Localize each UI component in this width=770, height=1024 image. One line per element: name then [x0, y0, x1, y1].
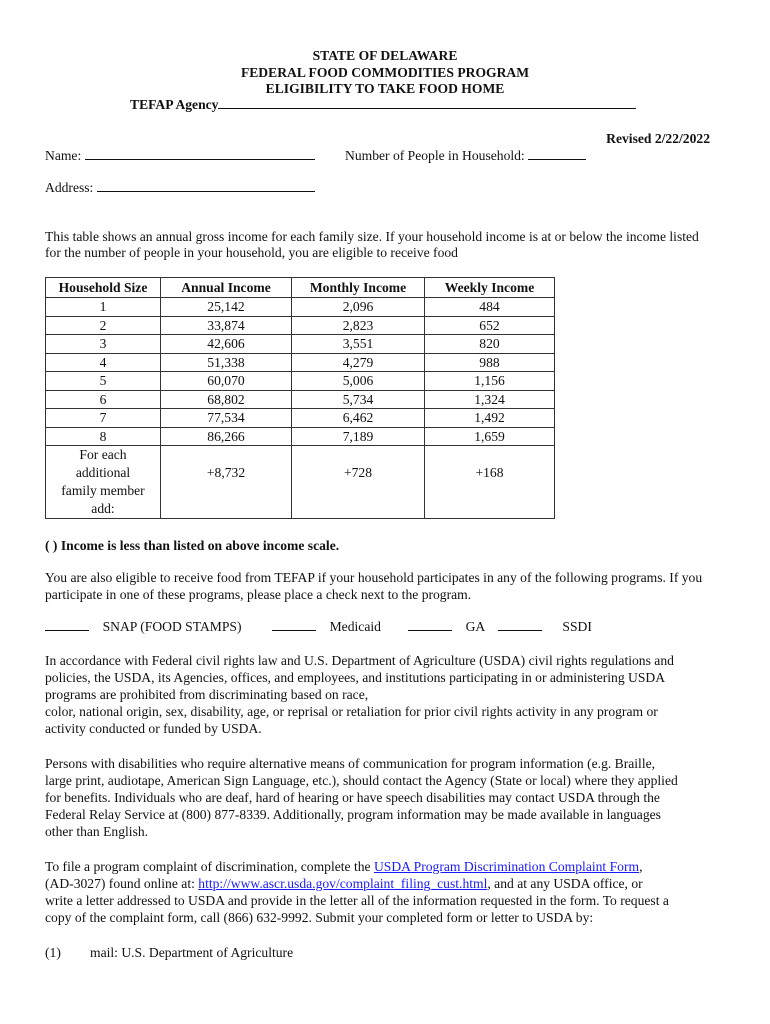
table-cell: 8	[46, 427, 161, 446]
table-row-additional	[46, 446, 555, 519]
table-cell: 7	[46, 409, 161, 428]
table-cell: 2,096	[292, 298, 425, 317]
agency-label: TEFAP Agency	[130, 97, 219, 112]
table-cell: 60,070	[161, 372, 292, 391]
intro-line: for the number of people in your household, you are eligible to receive food	[45, 245, 458, 260]
additional-label-line: family member	[61, 483, 145, 498]
header-household-size: Household Size	[46, 278, 161, 298]
table-cell: 77,534	[161, 409, 292, 428]
header-annual: Annual Income	[161, 278, 292, 298]
civil-rights-line: programs are prohibited from discriminating based on race,	[45, 687, 369, 702]
header-weekly: Weekly Income	[425, 278, 555, 298]
civil-rights-line: policies, the USDA, its Agencies, offices, and employees, and institutions participating in or administering USDA	[45, 670, 666, 685]
program-label: GA	[465, 619, 486, 634]
additional-label-line: additional	[75, 465, 131, 480]
income-checkbox[interactable]: ( ) Income is less than listed on above income scale.	[45, 538, 340, 553]
program-label: SSDI	[562, 619, 592, 634]
disabilities-line: Persons with disabilities who require alternative means of communication for program information (e.g. Braille,	[45, 756, 656, 771]
programs-text: You are also eligible to receive food from TEFAP if your household participates in any of the following programs. If you	[45, 570, 703, 585]
civil-rights-line: color, national origin, sex, disability, age, or reprisal or retaliation for prior civil rights activity in any program or	[45, 704, 658, 719]
table-cell: 25,142	[161, 298, 292, 317]
program-label: SNAP (FOOD STAMPS)	[102, 619, 242, 634]
programs-text: participate in one of these programs, please place a check next to the program.	[45, 587, 472, 602]
table-row	[46, 298, 555, 317]
people-field[interactable]	[345, 147, 586, 164]
table-row	[46, 427, 555, 446]
table-row	[46, 316, 555, 335]
table-cell: 820	[425, 335, 555, 354]
address-label: Address:	[45, 180, 94, 195]
table-cell: 6	[46, 390, 161, 409]
table-cell: 1,156	[425, 372, 555, 391]
table-cell: 4	[46, 353, 161, 372]
title-program: FEDERAL FOOD COMMODITIES PROGRAM	[240, 65, 530, 80]
title-state: STATE OF DELAWARE	[312, 48, 458, 63]
table-row	[46, 335, 555, 354]
name-field[interactable]	[45, 147, 315, 164]
additional-monthly: +728	[292, 446, 425, 519]
complaint-line	[45, 875, 643, 892]
program-medicaid[interactable]	[272, 618, 381, 635]
table-cell: 3	[46, 335, 161, 354]
complaint-line: write a letter addressed to USDA and provide in the letter all of the information requested in the form. To request a	[45, 893, 669, 908]
complaint-text: , and at any USDA office, or	[487, 876, 643, 891]
disabilities-line: large print, audiotape, American Sign Language, etc.), should contact the Agency (State or local) where they applied	[45, 773, 678, 788]
revised-date: Revised 2/22/2022	[606, 131, 710, 146]
complaint-line: copy of the complaint form, call (866) 632-9992. Submit your completed form or letter to USDA by:	[45, 910, 594, 925]
disabilities-line: for benefits. Individuals who are deaf, hard of hearing or have speech disabilities may contact USDA through the	[45, 790, 660, 805]
complaint-text: (AD-3027) found online at:	[45, 876, 199, 891]
table-cell: 3,551	[292, 335, 425, 354]
program-ssdi[interactable]	[498, 618, 592, 635]
table-cell: 42,606	[161, 335, 292, 354]
name-label: Name:	[45, 148, 82, 163]
table-row	[46, 372, 555, 391]
program-label: Medicaid	[329, 619, 381, 634]
program-snap[interactable]	[45, 618, 242, 635]
intro-line: This table shows an annual gross income for each family size. If your household income is at or below the income listed	[45, 229, 699, 244]
additional-label-line: add:	[91, 501, 115, 516]
table-cell: 5	[46, 372, 161, 391]
table-cell: 5,734	[292, 390, 425, 409]
disabilities-line: Federal Relay Service at (800) 877-8339. Additionally, program information may be made available in languages	[45, 807, 661, 822]
table-cell: 7,189	[292, 427, 425, 446]
people-label: Number of People in Household:	[345, 148, 525, 163]
table-row	[46, 390, 555, 409]
income-table	[45, 277, 555, 519]
civil-rights-line: In accordance with Federal civil rights law and U.S. Department of Agriculture (USDA) civil rights regulations and	[45, 653, 674, 668]
complaint-text: To file a program complaint of discrimination, complete the	[45, 859, 374, 874]
complaint-form-link[interactable]: USDA Program Discrimination Complaint Form	[373, 859, 640, 874]
header-monthly: Monthly Income	[292, 278, 425, 298]
table-cell: 68,802	[161, 390, 292, 409]
title-eligibility: ELIGIBILITY TO TAKE FOOD HOME	[265, 81, 505, 96]
table-row	[46, 353, 555, 372]
table-cell: 51,338	[161, 353, 292, 372]
table-cell: 1,324	[425, 390, 555, 409]
table-cell: 86,266	[161, 427, 292, 446]
complaint-text: ,	[639, 859, 643, 874]
program-ga[interactable]	[408, 618, 485, 635]
complaint-line	[45, 858, 642, 875]
table-cell: 484	[425, 298, 555, 317]
table-cell: 652	[425, 316, 555, 335]
mail-number: (1)	[45, 945, 61, 960]
civil-rights-line: activity conducted or funded by USDA.	[45, 721, 262, 736]
table-header-row	[46, 278, 555, 298]
agency-field[interactable]	[130, 96, 636, 113]
table-cell: 33,874	[161, 316, 292, 335]
table-cell: 5,006	[292, 372, 425, 391]
additional-weekly: +168	[425, 446, 555, 519]
table-cell: 2,823	[292, 316, 425, 335]
table-cell: 6,462	[292, 409, 425, 428]
additional-label	[46, 446, 161, 519]
table-cell: 1	[46, 298, 161, 317]
complaint-url-link[interactable]: http://www.ascr.usda.gov/complaint_filing_cust.html	[198, 876, 488, 891]
table-cell: 2	[46, 316, 161, 335]
address-field[interactable]	[45, 179, 315, 196]
table-cell: 4,279	[292, 353, 425, 372]
table-cell: 1,659	[425, 427, 555, 446]
table-cell: 1,492	[425, 409, 555, 428]
disabilities-line: other than English.	[45, 824, 149, 839]
mail-address: mail: U.S. Department of Agriculture	[90, 945, 294, 960]
additional-annual: +8,732	[161, 446, 292, 519]
additional-label-line: For each	[79, 447, 127, 462]
table-row	[46, 409, 555, 428]
table-cell: 988	[425, 353, 555, 372]
